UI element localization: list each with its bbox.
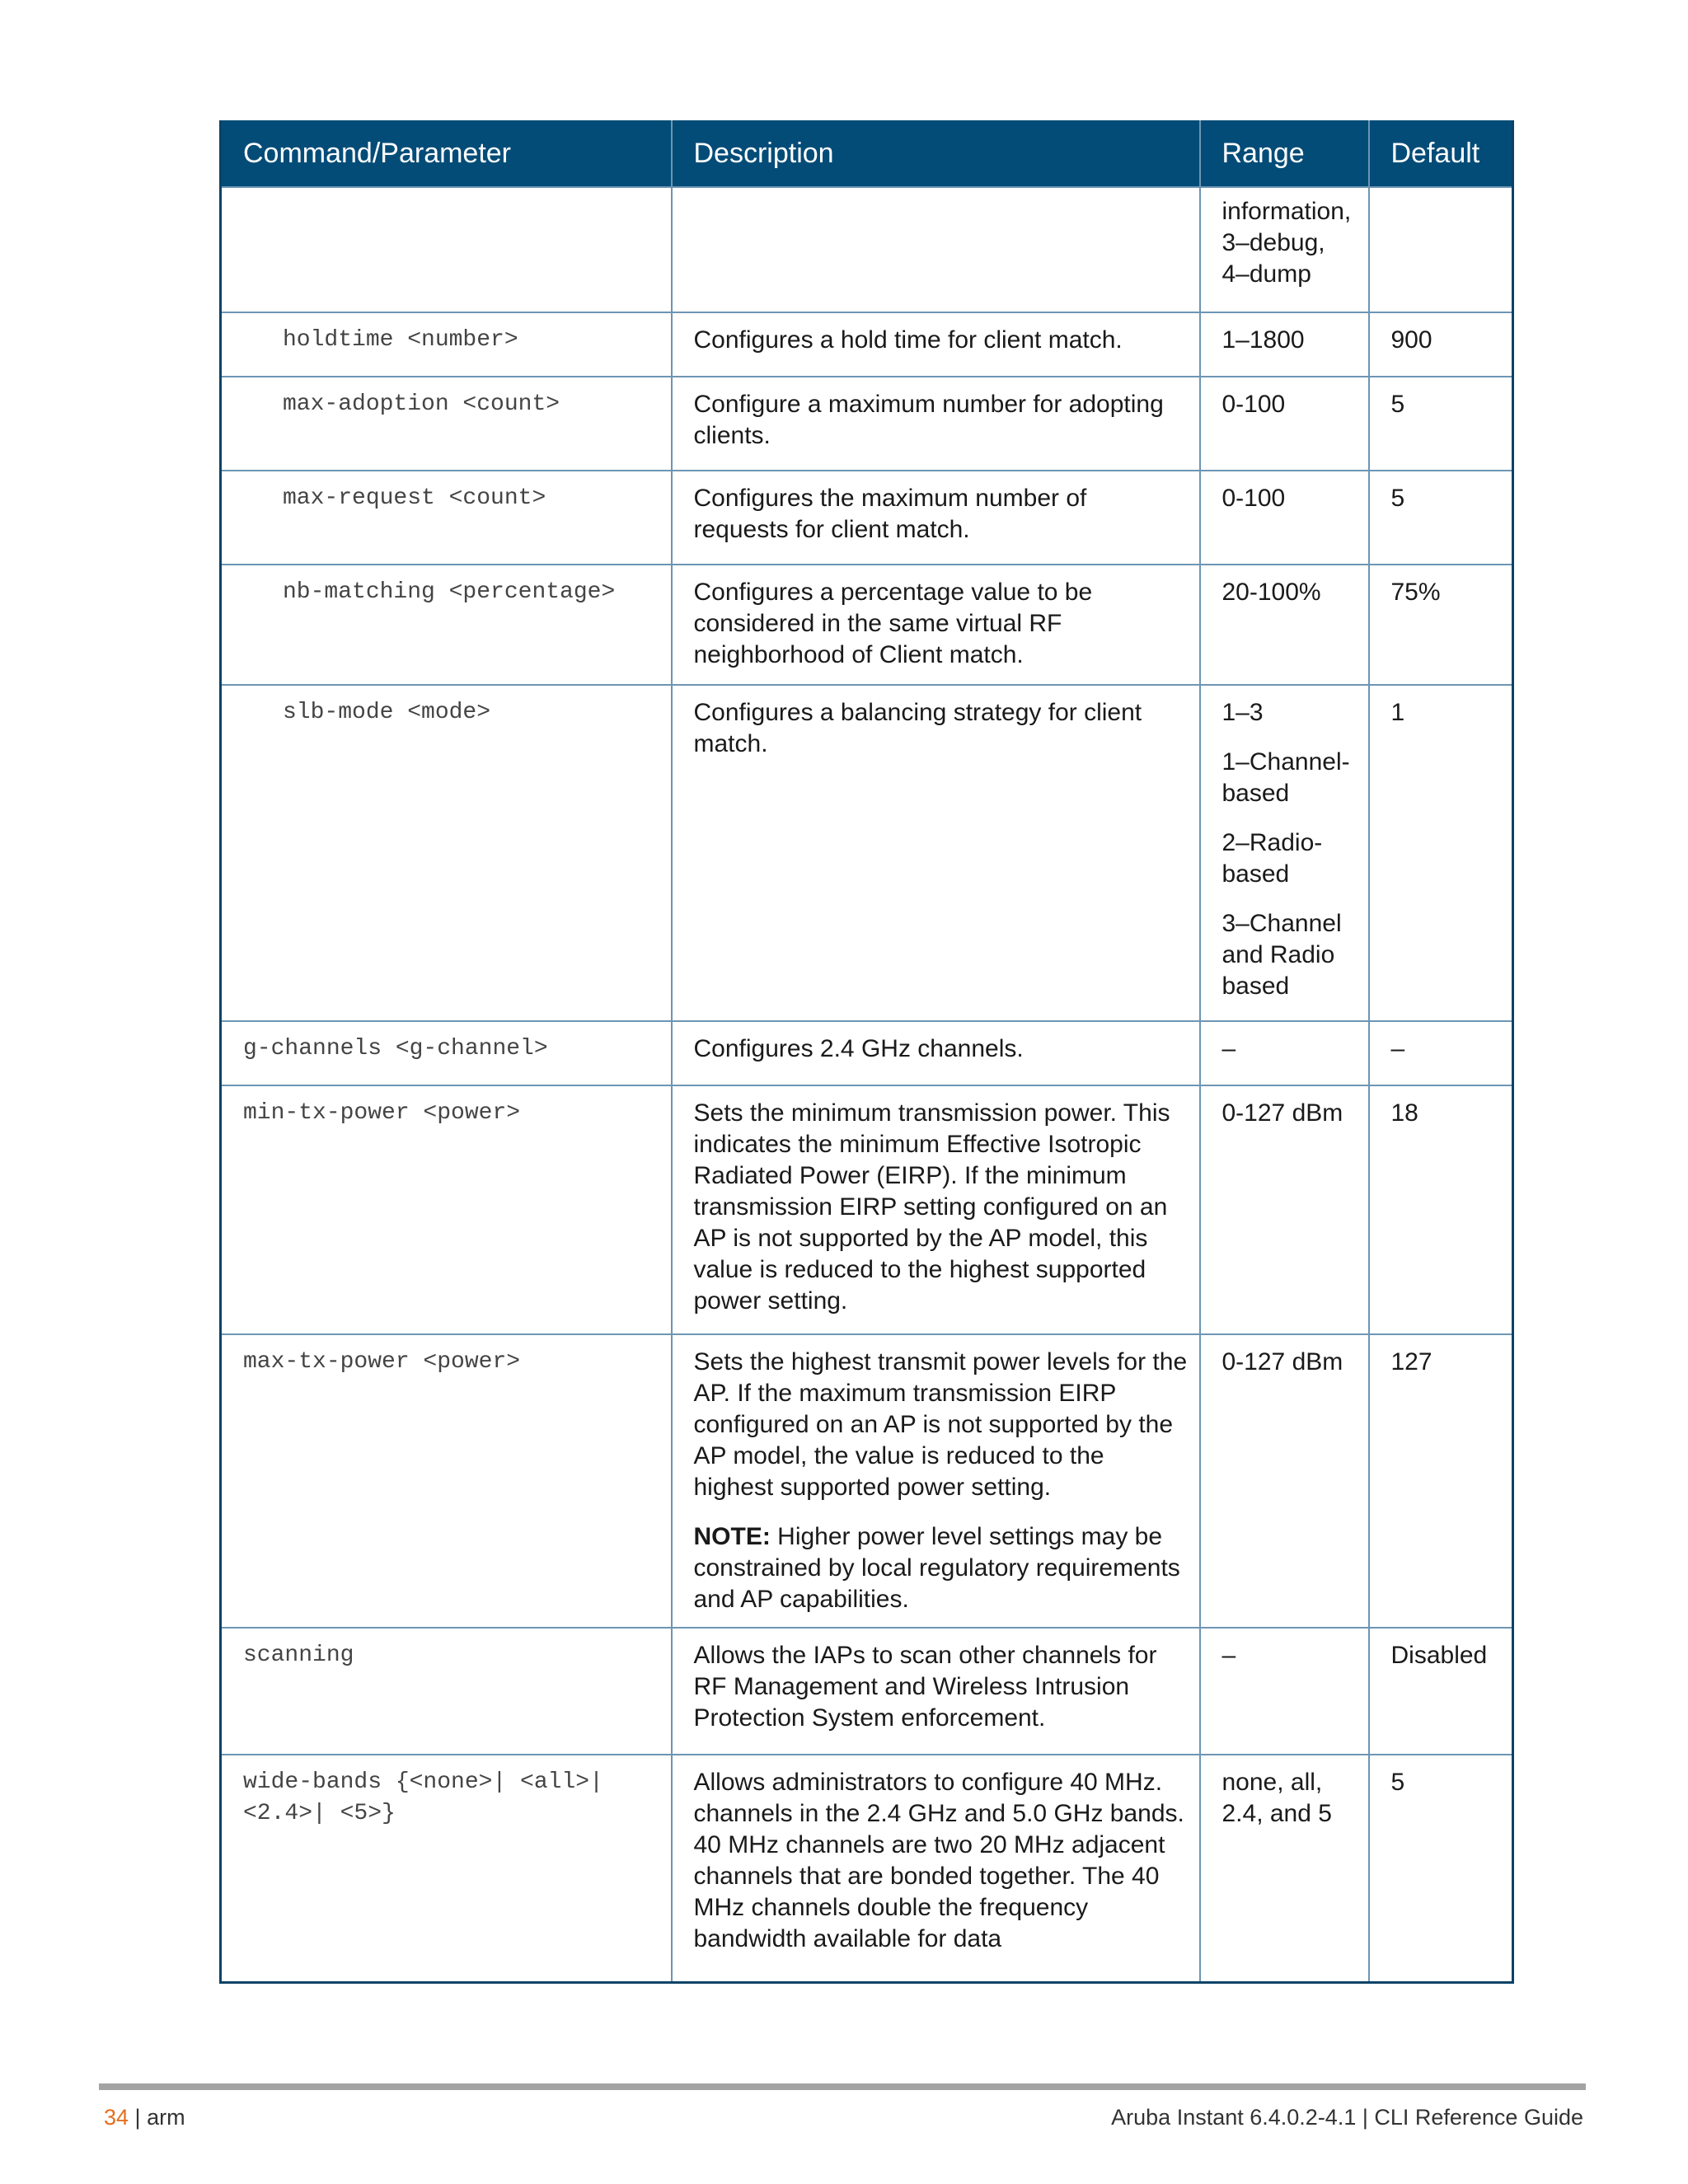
description-text: Configures a balancing strategy for client match. bbox=[693, 699, 1142, 757]
cell-description bbox=[672, 1021, 1200, 1085]
cell-default: 900 bbox=[1369, 312, 1513, 377]
cell-default: 18 bbox=[1369, 1085, 1513, 1334]
cell-default: – bbox=[1369, 1021, 1513, 1085]
range-line: 4–dump bbox=[1221, 260, 1311, 288]
table-row bbox=[221, 312, 1513, 377]
description-text: Configures a percentage value to be considered in the same virtual RF neighborhood of Client match. bbox=[693, 579, 1093, 668]
cell-description bbox=[672, 471, 1200, 565]
command-text: slb-mode <mode> bbox=[283, 700, 491, 725]
range-line: 3–debug, bbox=[1221, 229, 1325, 256]
table-row bbox=[221, 377, 1513, 471]
table-row bbox=[221, 471, 1513, 565]
range-option: 3–Channel and Radio based bbox=[1221, 910, 1342, 1000]
command-text: max-request <count> bbox=[283, 485, 546, 511]
description-text: Allows administrators to configure 40 MHz. channels in the 2.4 GHz and 5.0 GHz bands. 40 MHz channels are two 20 MHz adjacent channels that are bonded together. The 40 MHz channels double the frequency bandwidth available for data bbox=[693, 1769, 1184, 1952]
cell-command bbox=[221, 471, 672, 565]
cell-command bbox=[221, 187, 672, 312]
range-value: 20-100% bbox=[1221, 579, 1321, 606]
command-text: g-channels <g-channel> bbox=[243, 1036, 548, 1062]
cell-default: 127 bbox=[1369, 1334, 1513, 1628]
cell-command bbox=[221, 1021, 672, 1085]
cell-command bbox=[221, 312, 672, 377]
cell-command bbox=[221, 1085, 672, 1334]
table-row bbox=[221, 1334, 1513, 1628]
cell-command bbox=[221, 565, 672, 685]
cell-range bbox=[1200, 471, 1369, 565]
cell-default bbox=[1369, 187, 1513, 312]
cell-command bbox=[221, 377, 672, 471]
cell-default: 5 bbox=[1369, 1755, 1513, 1982]
cell-command bbox=[221, 685, 672, 1021]
command-text: max-adoption <count> bbox=[283, 391, 560, 417]
table-header-row bbox=[221, 120, 1513, 187]
table-row bbox=[221, 565, 1513, 685]
cell-description bbox=[672, 1755, 1200, 1982]
command-text: holdtime <number> bbox=[283, 327, 518, 353]
cell-default: 75% bbox=[1369, 565, 1513, 685]
cell-default: 5 bbox=[1369, 471, 1513, 565]
footer-guide-title: Aruba Instant 6.4.0.2-4.1 | CLI Reference Guide bbox=[1111, 2105, 1583, 2130]
table-row bbox=[221, 1021, 1513, 1085]
description-text: Allows the IAPs to scan other channels for RF Management and Wireless Intrusion Protection System enforcement. bbox=[693, 1642, 1157, 1732]
cell-range bbox=[1200, 377, 1369, 471]
range-line: information, bbox=[1221, 198, 1352, 225]
parameter-table bbox=[219, 120, 1514, 1984]
command-text: scanning bbox=[243, 1643, 354, 1668]
description-text: Configures a hold time for client match. bbox=[693, 326, 1123, 354]
cell-range bbox=[1200, 1334, 1369, 1628]
header-default: Default bbox=[1369, 120, 1513, 187]
cell-description bbox=[672, 685, 1200, 1021]
command-text: <2.4>| <5>} bbox=[243, 1801, 396, 1826]
description-text: Configure a maximum number for adopting clients. bbox=[693, 391, 1164, 449]
cell-description bbox=[672, 377, 1200, 471]
description-text: Configures the maximum number of requests for client match. bbox=[693, 485, 1087, 543]
command-text: min-tx-power <power> bbox=[243, 1100, 521, 1126]
cell-range bbox=[1200, 1021, 1369, 1085]
cell-description bbox=[672, 1628, 1200, 1755]
header-description: Description bbox=[672, 120, 1200, 187]
range-value: 0-127 dBm bbox=[1221, 1348, 1343, 1376]
note-text: Higher power level settings may be constrained by local regulatory requirements and AP capabilities. bbox=[693, 1523, 1180, 1613]
header-range: Range bbox=[1200, 120, 1369, 187]
table-row bbox=[221, 685, 1513, 1021]
range-value: 0-100 bbox=[1221, 391, 1286, 418]
page-number: 34 bbox=[104, 2105, 129, 2130]
table-row bbox=[221, 187, 1513, 312]
cell-default: 1 bbox=[1369, 685, 1513, 1021]
cell-range bbox=[1200, 312, 1369, 377]
range-value: – bbox=[1221, 1035, 1236, 1062]
cell-command bbox=[221, 1755, 672, 1982]
cell-range bbox=[1200, 1628, 1369, 1755]
table-row bbox=[221, 1085, 1513, 1334]
command-text: wide-bands {<none>| <all>| bbox=[243, 1769, 603, 1795]
cell-description bbox=[672, 187, 1200, 312]
cell-range bbox=[1200, 187, 1369, 312]
range-value: 0-100 bbox=[1221, 485, 1286, 512]
table-row bbox=[221, 1755, 1513, 1982]
cell-default: 5 bbox=[1369, 377, 1513, 471]
range-option: 1–Channel-based bbox=[1221, 748, 1350, 807]
range-value: 0-127 dBm bbox=[1221, 1099, 1343, 1127]
range-value: – bbox=[1221, 1642, 1236, 1669]
table-row bbox=[221, 1628, 1513, 1755]
footer-separator: | bbox=[129, 2105, 148, 2130]
note bbox=[694, 1521, 1188, 1615]
header-command: Command/Parameter bbox=[221, 120, 672, 187]
range-value: none, all, 2.4, and 5 bbox=[1221, 1769, 1332, 1827]
description-text: Sets the highest transmit power levels for the AP. If the maximum transmission EIRP configured on an AP is not supported by the AP model, the value is reduced to the highest supported power setting. bbox=[693, 1348, 1188, 1501]
range-value: 1–3 bbox=[1221, 699, 1264, 726]
range-option: 2–Radio-based bbox=[1221, 829, 1323, 888]
description-text: Sets the minimum transmission power. This indicates the minimum Effective Isotropic Radiated Power (EIRP). If the minimum transmission EIRP setting configured on an AP is not supported by the AP model, this value is reduced to the highest supported power setting. bbox=[693, 1099, 1170, 1315]
cell-description bbox=[672, 312, 1200, 377]
section-name: arm bbox=[147, 2105, 185, 2130]
range-value: 1–1800 bbox=[1221, 326, 1305, 354]
cell-command bbox=[221, 1628, 672, 1755]
description-text: Configures 2.4 GHz channels. bbox=[693, 1035, 1024, 1062]
footer-divider bbox=[99, 2083, 1586, 2090]
cell-range bbox=[1200, 685, 1369, 1021]
command-text: max-tx-power <power> bbox=[243, 1349, 521, 1375]
cell-description bbox=[672, 1085, 1200, 1334]
cell-description bbox=[672, 565, 1200, 685]
footer-left bbox=[104, 2105, 185, 2130]
note-label: NOTE: bbox=[693, 1523, 771, 1550]
cell-range bbox=[1200, 1755, 1369, 1982]
cell-command bbox=[221, 1334, 672, 1628]
cell-range bbox=[1200, 565, 1369, 685]
cell-range bbox=[1200, 1085, 1369, 1334]
command-text: nb-matching <percentage> bbox=[283, 579, 616, 605]
cell-description bbox=[672, 1334, 1200, 1628]
cell-default: Disabled bbox=[1369, 1628, 1513, 1755]
